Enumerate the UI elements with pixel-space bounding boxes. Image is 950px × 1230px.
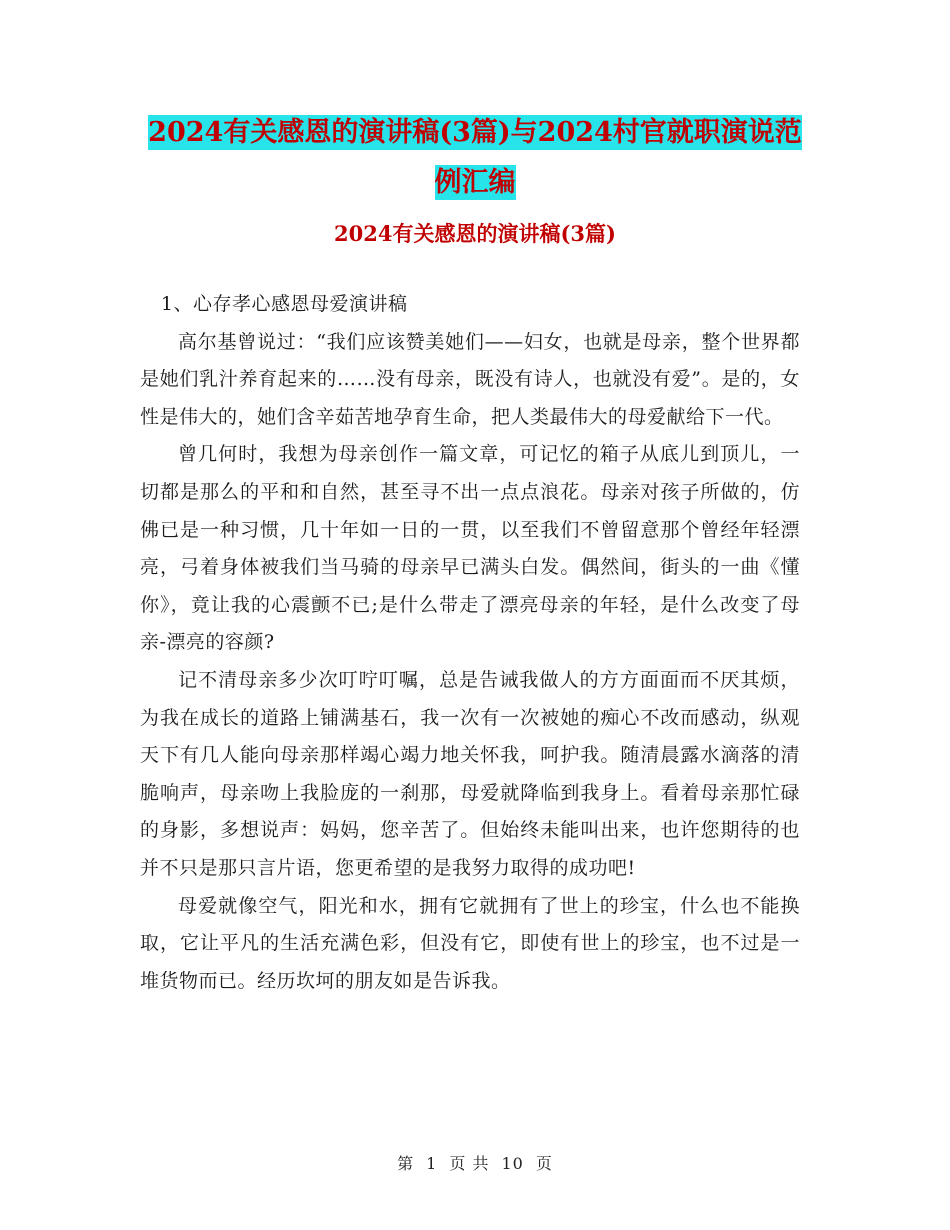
document-body bbox=[140, 286, 800, 1000]
footer-prefix: 第 bbox=[397, 1154, 415, 1173]
footer-middle: 页 共 bbox=[449, 1154, 490, 1173]
section-title: 2024有关感恩的演讲稿(3篇) bbox=[334, 221, 616, 246]
footer-total-pages: 10 bbox=[501, 1154, 524, 1173]
paragraph-1: 高尔基曾说过：“我们应该赞美她们——妇女，也就是母亲，整个世界都是她们乳汁养育起来的……没有母亲，既没有诗人，也就没有爱”。是的，女性是伟大的，她们含辛茹苦地孕育生命，把人类最伟大的母爱献给下一代。 bbox=[140, 330, 800, 428]
item-heading: 1、心存孝心感恩母爱演讲稿 bbox=[160, 293, 408, 315]
paragraph-2: 曾几何时，我想为母亲创作一篇文章，可记忆的箱子从底儿到顶儿，一切都是那么的平和和自然，甚至寻不出一点点浪花。母亲对孩子所做的，仿佛已是一种习惯，几十年如一日的一贯，以至我们不曾留意那个曾经年轻漂亮，弓着身体被我们当马骑的母亲早已满头白发。偶然间，街头的一曲《懂你》，竟让我的心震颤不已;是什么带走了漂亮母亲的年轻，是什么改变了母亲-漂亮的容颜? bbox=[140, 443, 800, 654]
document-title bbox=[100, 108, 850, 208]
paragraph-4: 母爱就像空气，阳光和水，拥有它就拥有了世上的珍宝，什么也不能换取，它让平凡的生活充满色彩，但没有它，即使有世上的珍宝，也不过是一堆货物而已。经历坎坷的朋友如是告诉我。 bbox=[140, 894, 800, 992]
document-title-line-1: 2024有关感恩的演讲稿(3篇)与2024村官就职演说范 bbox=[148, 117, 802, 148]
page-footer bbox=[0, 1152, 950, 1176]
document-title-line-2: 例汇编 bbox=[434, 167, 516, 198]
footer-page-number: 1 bbox=[426, 1154, 438, 1173]
footer-suffix: 页 bbox=[535, 1154, 553, 1173]
paragraph-3: 记不清母亲多少次叮咛叮嘱，总是告诫我做人的方方面面而不厌其烦，为我在成长的道路上铺满基石，我一次有一次被她的痴心不改而感动，纵观天下有几人能向母亲那样竭心竭力地关怀我，呵护我。随清晨露水滴落的清脆响声，母亲吻上我脸庞的一刹那，母爱就降临到我身上。看着母亲那忙碌的身影，多想说声：妈妈，您辛苦了。但始终未能叫出来，也许您期待的也并不只是那只言片语，您更希望的是我努力取得的成功吧! bbox=[140, 668, 800, 879]
